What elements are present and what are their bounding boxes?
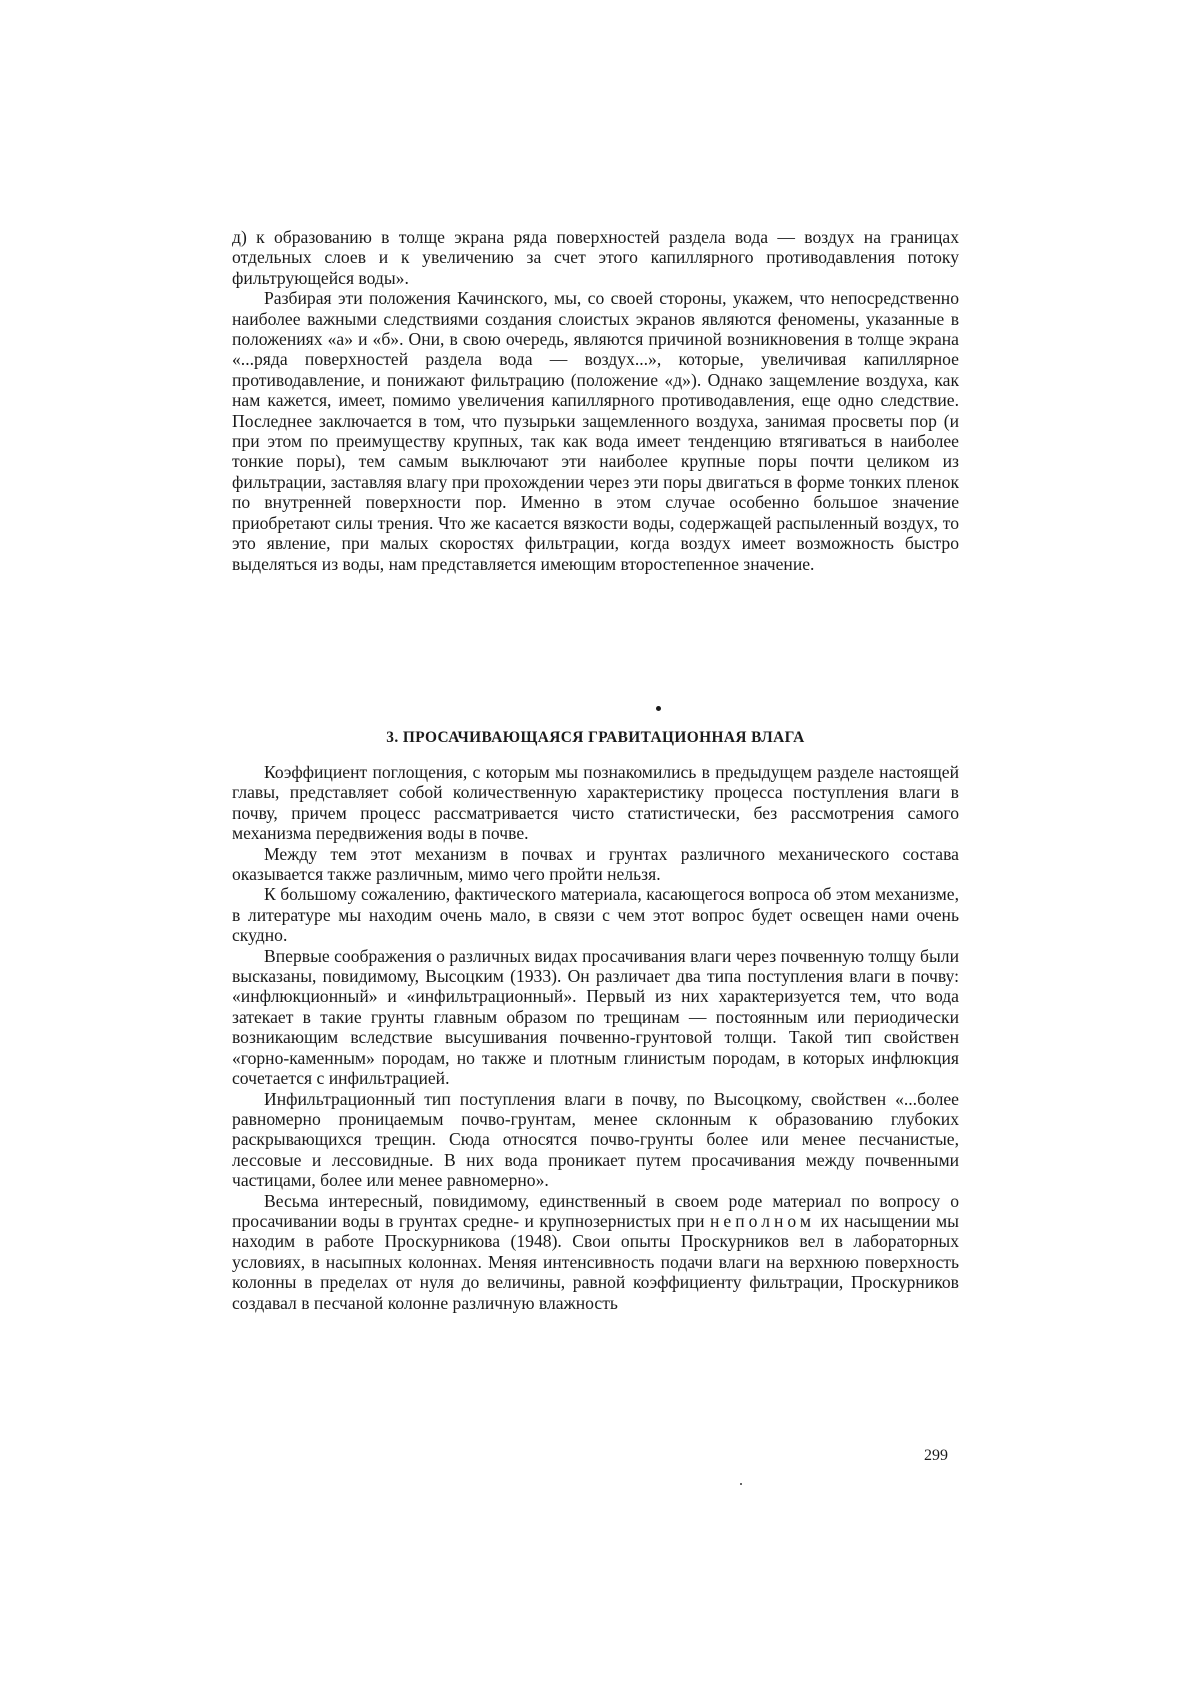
- section-heading: 3. ПРОСАЧИВАЮЩАЯСЯ ГРАВИТАЦИОННАЯ ВЛАГА: [386, 729, 805, 746]
- page-number: 299: [924, 1447, 948, 1464]
- paragraph: Разбирая эти положения Качинского, мы, со своей стороны, укажем, что непосредственно наиболее важными следствиями создания слоистых экранов являются феномены, указанные в положениях «а» и «б». Они, в свою очередь, являются причиной возникновения в толще экрана «...ряда поверхностей раздела вода — воздух...», которые, увеличивая капиллярное противодавление, и понижают фильтрацию (положение «д»). Однако защемление воздуха, как нам кажется, имеет, помимо увеличения капиллярного противодавления, еще одно следствие. Последнее заключается в том, что пузырьки защемленного воздуха, занимая просветы пор (и при этом по преимуществу крупных, так как вода имеет тенденцию втягиваться в наиболее тонкие поры), тем самым выключают эти наиболее крупные поры почти целиком из фильтрации, заставляя влагу при прохождении через эти поры двигаться в форме тонких пленок по внутренней поверхности пор. Именно в этом случае особенно большое значение приобретают силы трения. Что же касается вязкости воды, содержащей распыленный воздух, то это явление, при малых скоростях фильтрации, когда воздух имеет возможность быстро выделяться из воды, нам представляется имеющим второстепенное значение.: [232, 288, 959, 574]
- scan-speck: [740, 1483, 742, 1485]
- paragraph-text-after: их насыщении мы находим в работе Проскурникова (1948). Свои опыты Проскурников вел в лабораторных условиях, в насыпных колоннах. Меняя интенсивность подачи влаги на верхнюю поверхность колонны в пределах от нуля до величины, равной коэффициенту фильтрации, Проскурников создавал в песчаной колонне различную влажность: [232, 1210, 960, 1313]
- paragraph: К большому сожалению, фактического материала, касающегося вопроса об этом механизме, в литературе мы находим очень мало, в связи с чем этот вопрос будет освещен нами очень скудно.: [232, 884, 959, 946]
- paragraph-text-before: Весьма интересный, повидимому, единственный в своем роде материал по вопросу о просачивании воды в грунтах средне- и крупнозернистых при: [232, 1190, 959, 1231]
- text-block-top: [232, 227, 959, 574]
- text-block-bottom: [232, 762, 959, 1313]
- paragraph: Коэффициент поглощения, с которым мы познакомились в предыдущем разделе настоящей главы, представляет собой количественную характеристику процесса поступления влаги в почву, причем процесс рассматривается чисто статистически, без рассмотрения самого механизма передвижения воды в почве.: [232, 762, 959, 844]
- paragraph: Впервые соображения о различных видах просачивания влаги через почвенную толщу были высказаны, повидимому, Высоцким (1933). Он различает два типа поступления влаги в почву: «инфлюкционный» и «инфильтрационный». Первый из них характеризуется тем, что вода затекает в такие грунты главным образом по трещинам — постоянным или периодически возникающим вследствие высушивания почвенно-грунтовой толщи. Такой тип свойствен «горно-каменным» породам, но также и плотным глинистым породам, в которых инфлюкция сочетается с инфильтрацией.: [232, 945, 959, 1089]
- paragraph: Между тем этот механизм в почвах и грунтах различного механического состава оказывается также различным, мимо чего пройти нельзя.: [232, 843, 959, 885]
- paragraph-last: [232, 1191, 959, 1313]
- emphasized-word: неполном: [710, 1210, 815, 1231]
- paragraph: Инфильтрационный тип поступления влаги в почву, по Высоцкому, свойствен «...более равномерно проницаемым почво-грунтам, менее склонным к образованию глубоких раскрывающихся трещин. Сюда относятся почво-грунты более или менее песчанистые, лессовые и лессовидные. В них вода проникает путем просачивания между почвенными частицами, более или менее равномерно».: [232, 1088, 959, 1191]
- paragraph-continuation: д) к образованию в толще экрана ряда поверхностей раздела вода — воздух на границах отдельных слоев и к увеличению за счет этого капиллярного противодавления потоку фильтрующейся воды».: [232, 227, 959, 288]
- decorative-dot: [656, 706, 661, 711]
